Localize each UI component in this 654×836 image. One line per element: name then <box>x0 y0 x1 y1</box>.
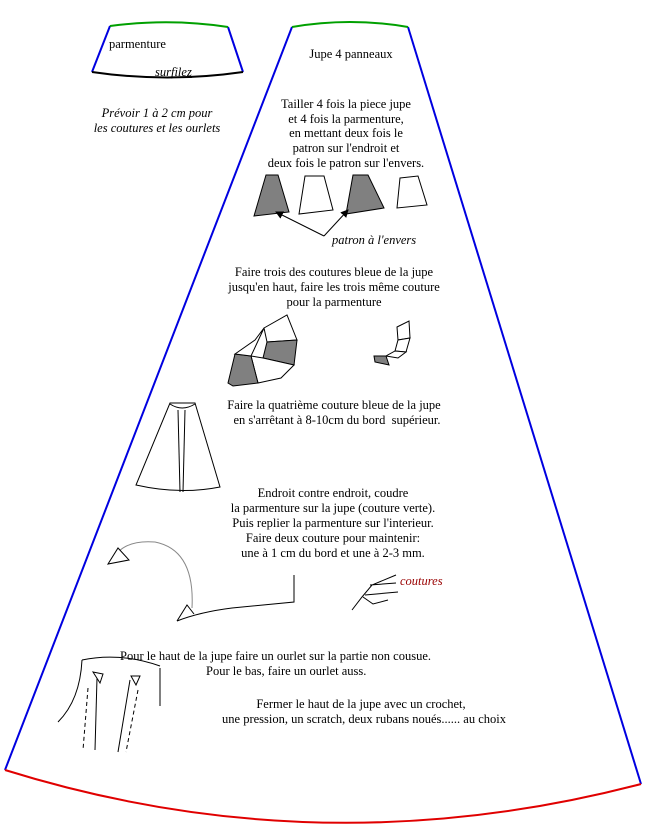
cut-pieces-illustration <box>254 175 427 236</box>
skirt-opening-left <box>95 678 97 750</box>
three-seams-illustration <box>228 315 410 386</box>
facing-detail-fold <box>363 597 388 604</box>
small-fan-piece-4 <box>374 356 389 365</box>
fourth-seam-illustration <box>136 403 220 492</box>
facing-left-seam <box>92 26 110 72</box>
facing-edge-label: surfilez <box>155 65 192 79</box>
step-facing-line2: la parmenture sur la jupe (couture verte). <box>230 501 436 515</box>
step-cut-line1: Tailler 4 fois la piece jupe <box>281 97 411 111</box>
step-hem-line1: Pour le haut de la jupe faire un ourlet sur la partie non cousue. <box>120 649 432 663</box>
allowance-note-line2: les coutures et les ourlets <box>93 121 221 135</box>
folded-facing <box>177 605 194 621</box>
skirt-waist-edge <box>292 22 408 27</box>
step-cut-line5: deux fois le patron sur l'envers. <box>267 156 425 170</box>
step-facing-line3: Puis replier la parmenture sur l'interieur. <box>232 516 434 530</box>
step-three-seams-line1: Faire trois des coutures bleue de la jupe <box>234 265 434 279</box>
cut-piece-skirt-reversed <box>254 175 289 216</box>
step-facing-line5: une à 1 cm du bord et une à 2-3 mm. <box>241 546 425 560</box>
hem-stitch-left <box>83 688 88 750</box>
step-cut-line4: patron sur l'endroit et <box>292 141 400 155</box>
folded-skirt-edge <box>177 575 294 621</box>
cut-piece-skirt-reversed-2 <box>346 175 384 214</box>
fan-piece-5 <box>235 328 264 356</box>
facing-label: parmenture <box>109 37 166 51</box>
step-cut-line2: et 4 fois la parmenture, <box>288 112 404 126</box>
folding-arrow <box>118 542 192 608</box>
skirt-opening-tab-left <box>93 672 103 683</box>
step-facing-line4: Faire deux couture pour maintenir: <box>245 531 421 545</box>
step-three-seams-line2: jusqu'en haut, faire les trois même couture <box>228 280 440 294</box>
step-close-line2: une pression, un scratch, deux rubans noués...... au choix <box>222 712 506 726</box>
step-fourth-seam-line2: en s'arrêtant à 8-10cm du bord supérieur. <box>233 413 441 427</box>
facing-top-edge <box>110 22 228 27</box>
small-fan-piece-3 <box>386 351 406 358</box>
allowance-note-line1: Prévoir 1 à 2 cm pour <box>101 106 213 120</box>
folding-arrow-head <box>108 548 129 564</box>
small-fan-piece-1 <box>397 321 410 340</box>
hem-stitch-right <box>126 690 138 752</box>
pattern-title: Jupe 4 panneaux <box>309 47 393 61</box>
skirt-hem-edge <box>5 770 641 823</box>
small-fan-piece-2 <box>395 338 410 352</box>
cut-piece-skirt <box>299 176 333 214</box>
cut-piece-facing <box>397 176 427 208</box>
step-hem-line2: Pour le bas, faire un ourlet auss. <box>206 664 367 678</box>
skirt-opening-tab-right <box>131 676 140 685</box>
hem-illustration <box>58 657 160 752</box>
skirt-right-seam <box>408 27 641 784</box>
reversed-pattern-label: patron à l'envers <box>332 233 417 247</box>
seams-label: coutures <box>400 574 443 588</box>
facing-right-seam <box>228 27 243 72</box>
step-cut-line3: en mettant deux fois le <box>289 126 403 140</box>
fan-piece-1 <box>264 315 297 342</box>
step-facing-line1: Endroit contre endroit, coudre <box>257 486 409 500</box>
step-close-line1: Fermer le haut de la jupe avec un crochet, <box>256 697 466 711</box>
pointer-line-left <box>276 212 324 236</box>
step-three-seams-line3: pour la parmenture <box>286 295 382 309</box>
step-fourth-seam-line1: Faire la quatrième couture bleue de la jupe <box>227 398 441 412</box>
facing-detail-lines <box>352 575 398 610</box>
skirt-top-left-side <box>58 660 82 722</box>
